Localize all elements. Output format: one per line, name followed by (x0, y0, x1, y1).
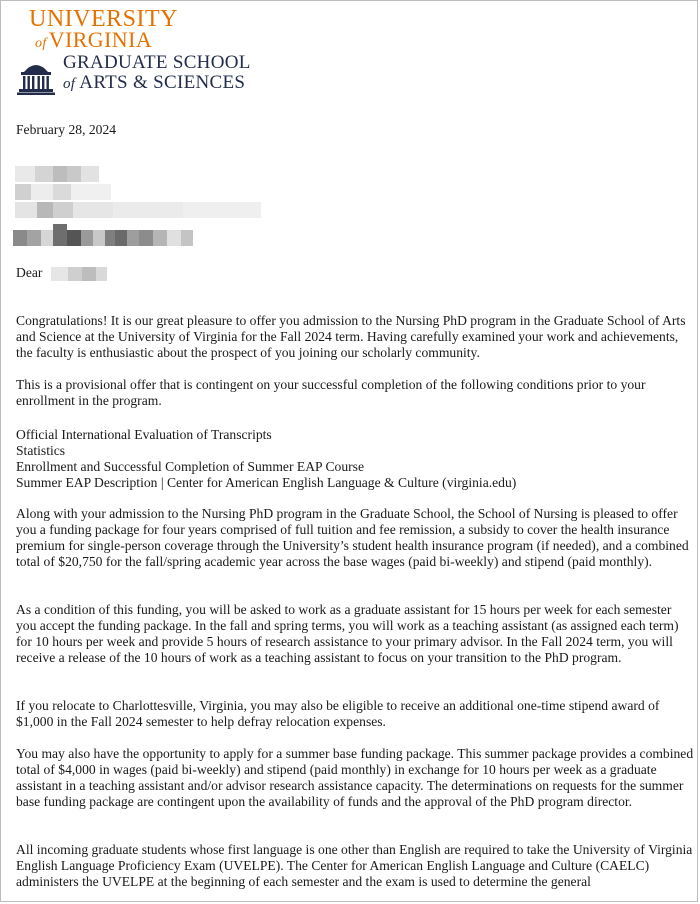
university-name-of: of (35, 36, 47, 51)
rotunda-logo-icon (16, 56, 56, 96)
paragraph-funding-condition: As a condition of this funding, you will be asked to work as a graduate assistant for 15 hours per week for each semester you accept the funding package. In the fall and spring terms, you will work as a teaching assistant (as assigned each term) for 10 hours per week and provide 5 hours of research assistance to your primary advisor. In the Fall 2024 term, you will receive a release of the 10 hours of work as a teaching assistant to focus on your transition to the PhD program. (16, 602, 679, 665)
university-name-virginia: VIRGINIA (48, 27, 153, 52)
university-name-line1: UNIVERSITY (29, 6, 178, 32)
redacted-address (13, 164, 263, 249)
school-name-line2 (63, 73, 251, 92)
salutation: Dear (16, 265, 43, 280)
conditions-list (16, 427, 694, 491)
paragraph-congratulations: Congratulations! It is our great pleasure to offer you admission to the Nursing PhD program in the Graduate School of Arts and Science at the University of Virginia for the Fall 2024 term. Having carefully examined your work and achievements, the faculty is enthusiastic about the prospect of you joining our scholarly community. (16, 313, 686, 360)
paragraph-english-proficiency: All incoming graduate students whose first language is one other than English are required to take the University of Virginia English Language Proficiency Exam (UVELPE). The Center for American English Language and Culture (CAELC) administers the UVELPE at the beginning of each semester and the exam is used to determine the general (16, 842, 693, 889)
letter-date: February 28, 2024 (16, 122, 117, 137)
school-name-line1: GRADUATE SCHOOL (63, 52, 251, 73)
university-wordmark (29, 7, 178, 51)
condition-item-eap-description: Summer EAP Description | Center for American English Language & Culture (virginia.edu) (16, 475, 517, 490)
school-wordmark (63, 53, 251, 92)
paragraph-summer-funding: You may also have the opportunity to apply for a summer base funding package. This summer package provides a combined total of $4,000 in wages (paid bi-weekly) and stipend (paid monthly) in exchange for 10 hours per week as a graduate assistant in a teaching assistant and/or advisor research assistance capacity. The determinations on requests for the summer base funding package are contingent upon the availability of funds and the approval of the PhD program director. (16, 746, 694, 809)
school-name-of: of (63, 76, 76, 92)
university-name-line2 (35, 29, 178, 51)
redacted-recipient-name (51, 267, 107, 281)
condition-item: Official International Evaluation of Transcripts (16, 427, 272, 442)
condition-item: Statistics (16, 443, 66, 458)
paragraph-provisional-offer: This is a provisional offer that is contingent on your successful completion of the following conditions prior to your enrollment in the program. (16, 377, 646, 408)
paragraph-relocation: If you relocate to Charlottesville, Virginia, you may also be eligible to receive an additional one-time stipend award of $1,000 in the Fall 2024 semester to help defray relocation expenses. (16, 698, 660, 729)
school-name-arts-sciences: ARTS & SCIENCES (79, 72, 246, 93)
condition-item: Enrollment and Successful Completion of Summer EAP Course (16, 459, 364, 474)
paragraph-funding-package: Along with your admission to the Nursing PhD program in the Graduate School, the School of Nursing is pleased to offer you a funding package for four years comprised of full tuition and fee remission, a subsidy to cover the health insurance premium for single-person coverage through the University’s student health insurance program (if needed), and a combined total of $20,750 for the fall/spring academic year across the base wages (paid bi-weekly) and stipend (paid monthly). (16, 506, 689, 569)
